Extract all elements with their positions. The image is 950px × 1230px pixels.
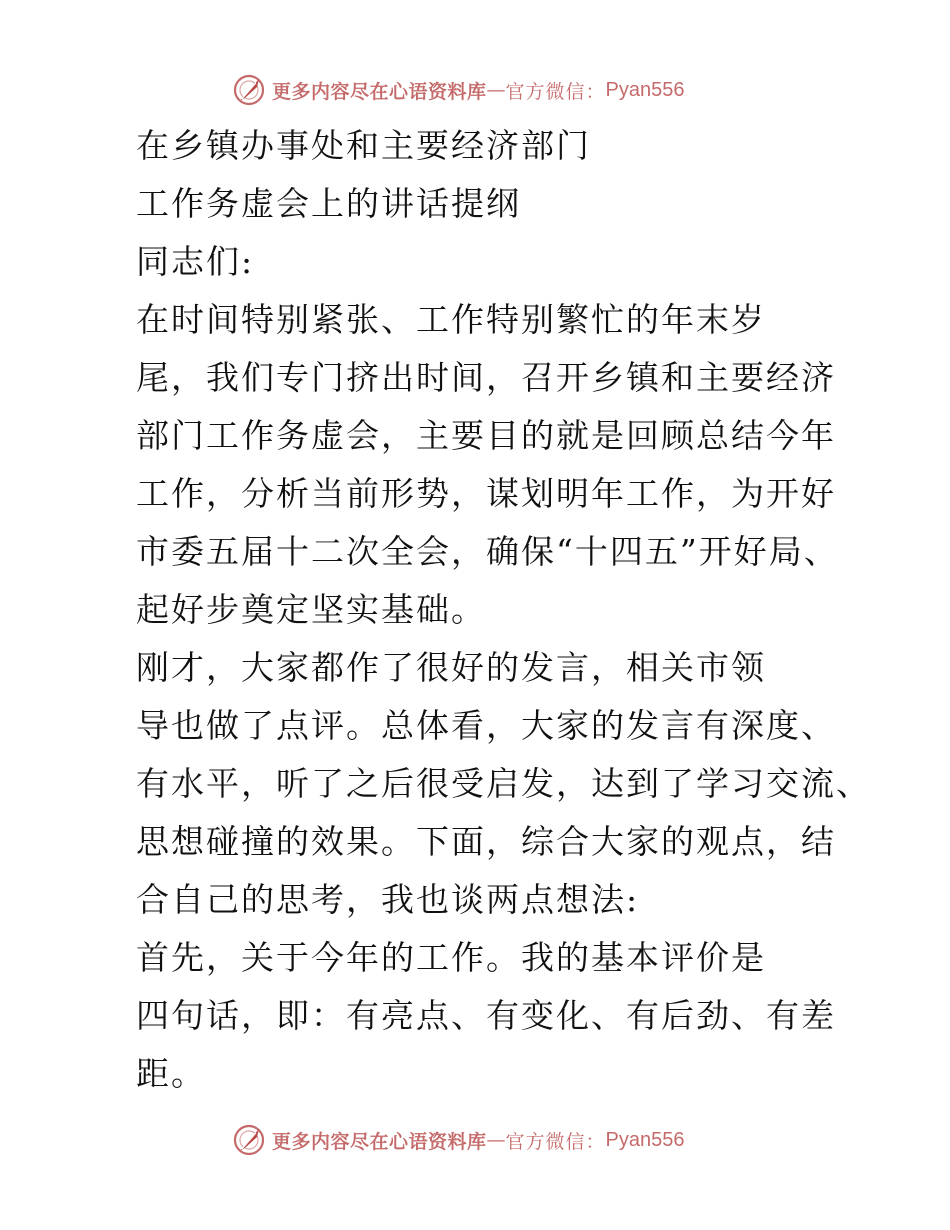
banner-wechat-label: 官方微信： <box>505 80 606 103</box>
header-banner <box>232 70 732 110</box>
body-line: 导也做了点评。总体看，大家的发言有深度、 <box>136 706 836 745</box>
document-title-line-2: 工作务虚会上的讲话提纲 <box>136 184 521 223</box>
banner-main-text: 更多内容尽在心语资料库 <box>272 80 487 103</box>
banner-wechat-id: Pyan556 <box>605 1128 685 1151</box>
body-line: 在时间特别紧张、工作特别繁忙的年末岁 <box>136 300 766 339</box>
body-line: 刚才，大家都作了很好的发言，相关市领 <box>136 648 766 687</box>
banner-main-text: 更多内容尽在心语资料库 <box>272 1130 487 1153</box>
document-title-line-1: 在乡镇办事处和主要经济部门 <box>136 126 591 165</box>
body-line: 首先，关于今年的工作。我的基本评价是 <box>136 938 766 977</box>
banner-separator: — <box>486 79 506 101</box>
salutation: 同志们: <box>136 242 255 281</box>
body-line: 工作，分析当前形势，谋划明年工作，为开好 <box>136 474 836 513</box>
banner-wechat-label: 官方微信： <box>505 1130 606 1153</box>
body-line: 思想碰撞的效果。下面，综合大家的观点，结 <box>136 822 836 861</box>
banner-wechat-id: Pyan556 <box>605 78 685 101</box>
body-line: 尾，我们专门挤出时间，召开乡镇和主要经济 <box>136 358 836 397</box>
body-line: 有水平，听了之后很受启发，达到了学习交流、 <box>136 764 871 803</box>
quill-pen-logo-icon <box>232 73 266 107</box>
body-line: 四句话，即：有亮点、有变化、有后劲、有差 <box>136 996 836 1035</box>
banner-separator: — <box>486 1129 506 1151</box>
body-line: 起好步奠定坚实基础。 <box>136 590 486 629</box>
quill-pen-logo-icon <box>232 1123 266 1157</box>
body-line: 距。 <box>136 1054 206 1093</box>
body-line: 部门工作务虚会，主要目的就是回顾总结今年 <box>136 416 836 455</box>
body-line: 合自己的思考，我也谈两点想法: <box>136 880 640 919</box>
footer-banner <box>232 1120 732 1160</box>
document-body <box>136 117 871 1103</box>
body-line: 市委五届十二次全会，确保“十四五”开好局、 <box>136 532 839 571</box>
